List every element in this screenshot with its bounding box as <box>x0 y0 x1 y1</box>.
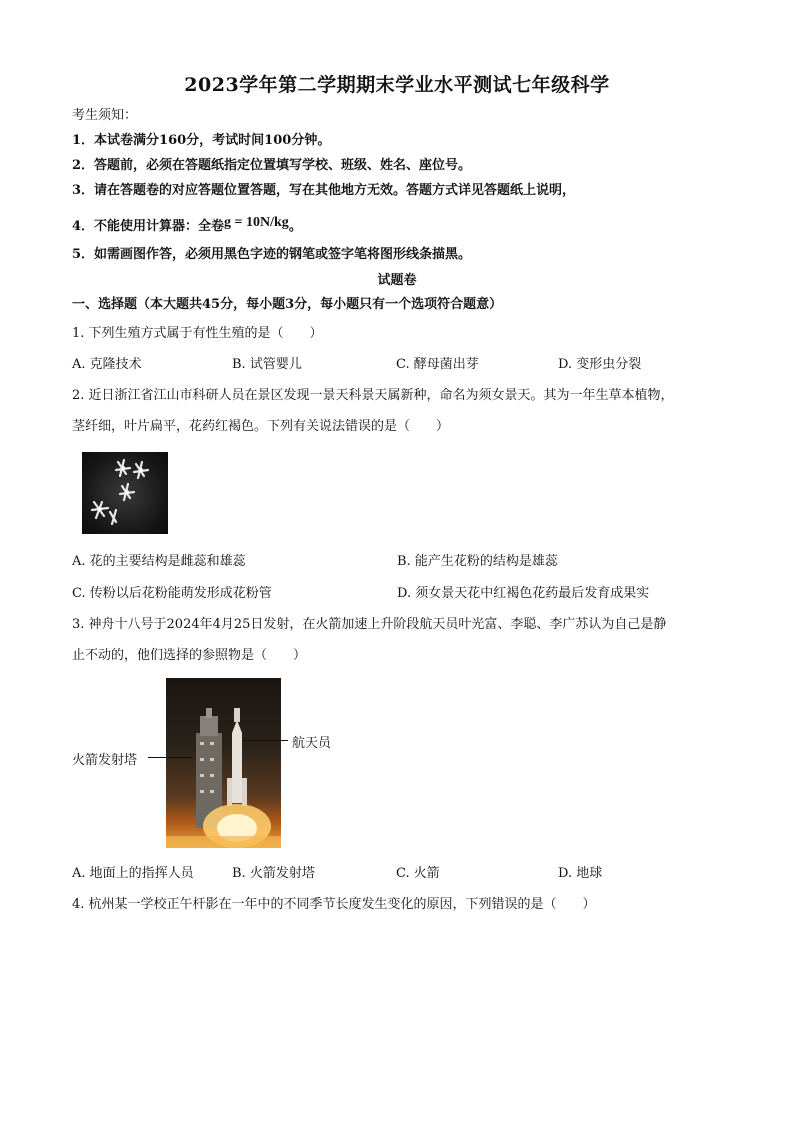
q1-option-c: C. 酵母菌出芽 <box>396 357 479 372</box>
part1-heading: 一、选择题（本大题共45分，每小题3分，每小题只有一个选项符合题意） <box>72 297 503 312</box>
rocket-launch-drawing <box>166 678 281 848</box>
q3-option-a: A. 地面上的指挥人员 <box>72 866 194 881</box>
notice-item-4-suffix: 。 <box>288 219 302 234</box>
notice-item-2: 2．答题前，必须在答题纸指定位置填写学校、班级、姓名、座位号。 <box>72 158 472 173</box>
notice-item-1: 1．本试卷满分160分，考试时间100分钟。 <box>72 133 331 148</box>
tower-leader-line <box>148 757 192 758</box>
q1-option-b: B. 试管婴儿 <box>232 357 302 372</box>
q2-option-d: D. 须女景天花中红褐色花药最后发育成果实 <box>397 586 650 601</box>
astronaut-leader-line <box>243 740 288 741</box>
q2-option-b: B. 能产生花粉的结构是雄蕊 <box>397 554 558 569</box>
q2-option-c: C. 传粉以后花粉能萌发形成花粉管 <box>72 586 272 601</box>
sedum-flower-photo <box>82 452 168 534</box>
sedum-flower-drawing <box>82 452 168 534</box>
section-label: 试题卷 <box>377 273 417 288</box>
launch-tower-label: 火箭发射塔 <box>72 753 138 768</box>
q3-option-c: C. 火箭 <box>396 866 440 881</box>
q1-option-d: D. 变形虫分裂 <box>558 357 642 372</box>
gravity-formula: g = 10N/kg <box>224 215 289 230</box>
question-1-stem: 1. 下列生殖方式属于有性生殖的是（ ） <box>72 326 323 341</box>
question-3-stem-line-1: 3. 神舟十八号于2024年4月25日发射，在火箭加速上升阶段航天员叶光富、李聪、李广苏认为自己是静 <box>72 617 667 632</box>
notice-item-4-text: 4．不能使用计算器：全卷 <box>72 219 225 234</box>
notice-item-3: 3．请在答题卷的对应答题位置答题，写在其他地方无效。答题方式详见答题纸上说明， <box>72 183 576 198</box>
notice-heading: 考生须知： <box>72 108 138 123</box>
q2-option-a: A. 花的主要结构是雌蕊和雄蕊 <box>72 554 246 569</box>
question-3-stem-line-2: 止不动的，他们选择的参照物是（ ） <box>72 648 307 663</box>
question-2-stem-line-1: 2. 近日浙江省江山市科研人员在景区发现一景天科景天属新种，命名为须女景天。其为一年生草本植物， <box>72 388 674 403</box>
q3-option-b: B. 火箭发射塔 <box>232 866 315 881</box>
question-4-stem: 4. 杭州某一学校正午杆影在一年中的不同季节长度发生变化的原因，下列错误的是（ ） <box>72 897 596 912</box>
q1-option-a: A. 克隆技术 <box>72 357 142 372</box>
exam-title: 2023学年第二学期期末学业水平测试七年级科学 <box>184 74 610 96</box>
rocket-launch-photo <box>166 678 281 848</box>
astronaut-label: 航天员 <box>292 736 332 751</box>
question-2-stem-line-2: 茎纤细，叶片扁平，花药红褐色。下列有关说法错误的是（ ） <box>72 419 450 434</box>
q3-option-d: D. 地球 <box>558 866 603 881</box>
notice-item-4 <box>72 214 302 236</box>
notice-item-5: 5．如需画图作答，必须用黑色字迹的钢笔或签字笔将图形线条描黑。 <box>72 247 472 262</box>
